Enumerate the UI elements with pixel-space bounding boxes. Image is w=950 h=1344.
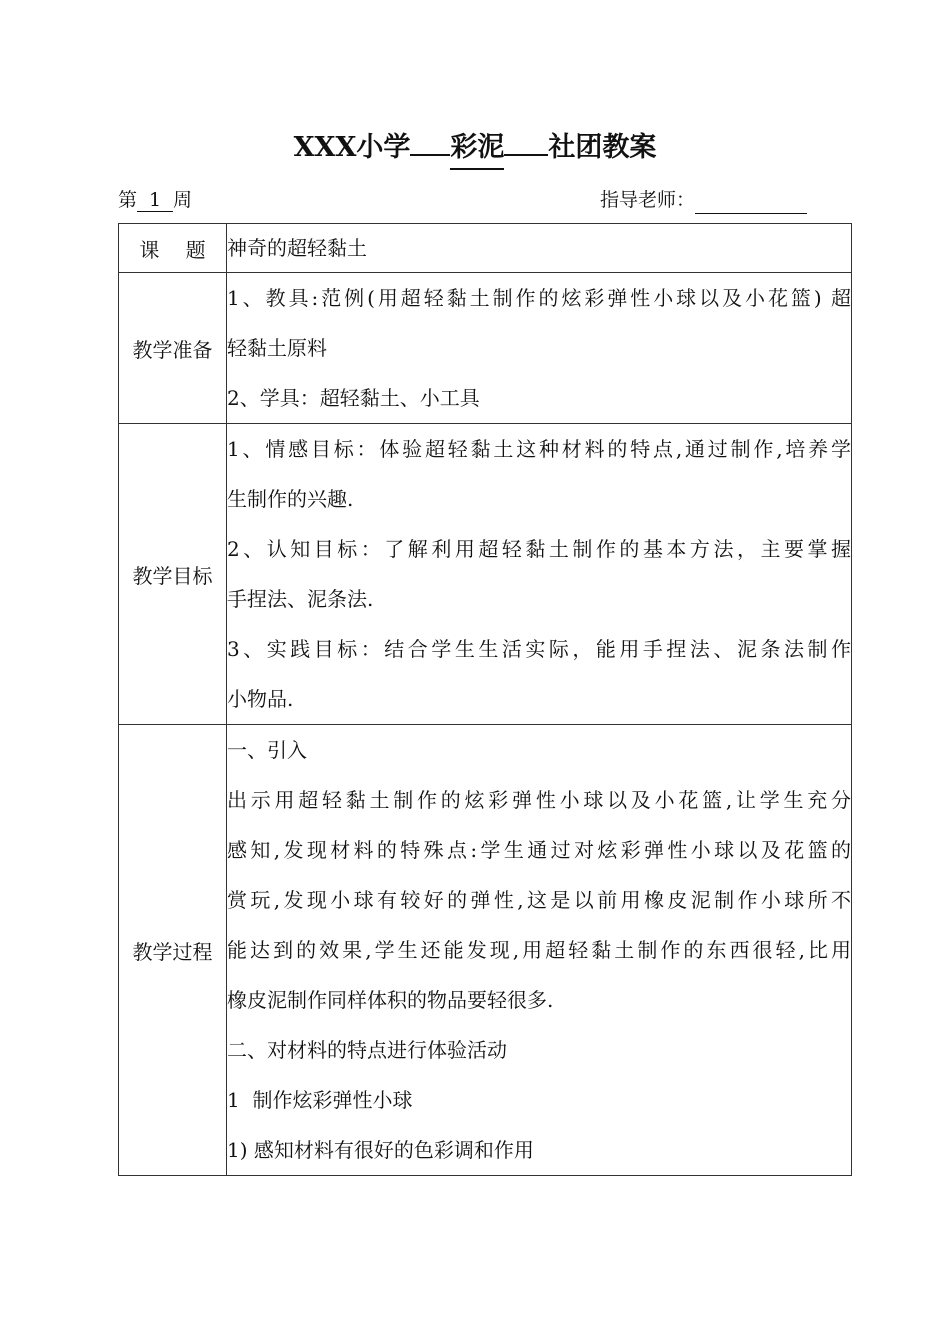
process-row xyxy=(119,725,852,1176)
topic-row xyxy=(119,224,852,273)
preparation-line: 2、学具：超轻黏土、小工具 xyxy=(227,386,480,410)
topic-label: 课 题 xyxy=(119,224,227,273)
preparation-row xyxy=(119,273,852,424)
process-line: 二、对材料的特点进行体验活动 xyxy=(227,1038,507,1062)
process-line: 1 制作炫彩弹性小球 xyxy=(227,1088,413,1112)
process-content xyxy=(227,725,852,1176)
topic-text: 神奇的超轻黏土 xyxy=(227,236,367,260)
preparation-line: 轻黏土原料 xyxy=(227,336,327,360)
page-title xyxy=(0,128,950,170)
objectives-line: 生制作的兴趣. xyxy=(227,487,354,511)
objectives-line: 手捏法、泥条法. xyxy=(227,587,374,611)
objectives-line: 小物品. xyxy=(227,687,294,711)
process-line: 一、引入 xyxy=(227,738,307,762)
process-line: 橡皮泥制作同样体积的物品要轻很多. xyxy=(227,988,554,1012)
objectives-content xyxy=(227,424,852,725)
objectives-line: 2、认知目标：了解利用超轻黏土制作的基本方法，主要掌握 xyxy=(227,537,851,561)
process-line: 1) 感知材料有很好的色彩调和作用 xyxy=(227,1138,534,1162)
week-indicator xyxy=(118,186,192,214)
preparation-content xyxy=(227,273,852,424)
process-line: 能达到的效果,学生还能发现,用超轻黏土制作的东西很轻,比用 xyxy=(227,938,851,962)
week-prefix: 第 xyxy=(118,189,138,211)
objectives-line: 3、实践目标：结合学生生活实际，能用手捏法、泥条法制作 xyxy=(227,637,851,661)
process-line: 赏玩,发现小球有较好的弹性,这是以前用橡皮泥制作小球所不 xyxy=(227,888,851,912)
process-label: 教学过程 xyxy=(119,725,227,1176)
title-underline-left xyxy=(410,128,450,156)
teacher-field xyxy=(600,186,807,214)
lesson-plan-table xyxy=(118,223,852,1176)
objectives-row xyxy=(119,424,852,725)
school-name: XXX小学 xyxy=(293,132,411,163)
topic-value xyxy=(227,224,852,273)
preparation-line: 1、教具:范例(用超轻黏土制作的炫彩弹性小球以及小花篮) 超 xyxy=(227,286,851,310)
process-line: 出示用超轻黏土制作的炫彩弹性小球以及小花篮,让学生充分 xyxy=(227,788,851,812)
preparation-label: 教学准备 xyxy=(119,273,227,424)
week-number: 1 xyxy=(137,189,173,212)
teacher-blank xyxy=(695,191,807,214)
club-name: 彩泥 xyxy=(450,128,504,170)
teacher-label: 指导老师： xyxy=(600,189,696,211)
title-suffix: 社团教案 xyxy=(548,132,657,163)
objectives-label: 教学目标 xyxy=(119,424,227,725)
objectives-line: 1、情感目标：体验超轻黏土这种材料的特点,通过制作,培养学 xyxy=(227,437,851,461)
process-line: 感知,发现材料的特殊点:学生通过对炫彩弹性小球以及花篮的 xyxy=(227,838,851,862)
week-suffix: 周 xyxy=(173,189,193,211)
title-underline-right xyxy=(504,128,548,156)
